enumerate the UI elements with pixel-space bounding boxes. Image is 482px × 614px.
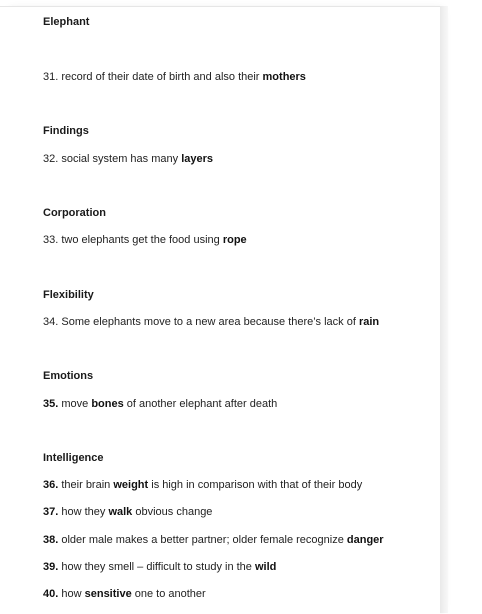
item-text: how they smell – difficult to study in the	[61, 561, 255, 573]
item-text: of another elephant after death	[123, 398, 278, 410]
item-number: 37.	[43, 506, 59, 518]
answer-37	[43, 505, 212, 519]
item-text: Some elephants move to a new area because there’s lack of	[61, 316, 359, 328]
item-number: 40.	[43, 588, 59, 600]
item-text: record of their date of birth and also their	[61, 71, 263, 83]
section-heading-corporation: Corporation	[43, 207, 106, 219]
item-number: 34.	[43, 316, 59, 328]
item-number: 33.	[43, 234, 59, 246]
answer-keyword: rope	[222, 234, 247, 246]
section-heading-elephant: Elephant	[43, 16, 90, 28]
item-text: two elephants get the food using	[61, 234, 223, 246]
item-number: 38.	[43, 534, 59, 546]
answer-keyword: layers	[181, 153, 213, 165]
answer-keyword: bones	[91, 398, 124, 410]
section-heading-findings: Findings	[43, 125, 89, 137]
item-text: their brain	[61, 479, 114, 491]
answer-keyword: walk	[108, 506, 133, 518]
answer-39	[43, 560, 276, 574]
section-heading-intelligence: Intelligence	[43, 452, 104, 464]
section-heading-flexibility: Flexibility	[43, 289, 94, 301]
answer-keyword: sensitive	[84, 588, 132, 600]
answer-40	[43, 587, 206, 601]
item-text: one to another	[131, 588, 206, 600]
item-text: older male makes a better partner; older female recognize	[61, 534, 347, 546]
answer-keyword: danger	[346, 534, 384, 546]
section-heading-emotions: Emotions	[43, 370, 94, 382]
item-text: is high in comparison with that of their body	[148, 479, 363, 491]
item-number: 31.	[43, 71, 59, 83]
answer-33	[43, 233, 247, 247]
answer-36	[43, 478, 362, 492]
item-text: social system has many	[61, 153, 182, 165]
page-edge-shadow	[440, 6, 448, 613]
answer-32	[43, 152, 213, 166]
item-number: 32.	[43, 153, 59, 165]
answer-31	[43, 70, 306, 84]
item-number: 35.	[43, 398, 59, 410]
answer-38	[43, 533, 384, 547]
answer-keyword: mothers	[262, 71, 306, 83]
item-number: 39.	[43, 561, 59, 573]
item-text: move	[61, 398, 92, 410]
answer-34	[43, 315, 379, 329]
item-number: 36.	[43, 479, 59, 491]
answer-keyword: rain	[358, 316, 380, 328]
answer-keyword: weight	[113, 479, 149, 491]
answer-35	[43, 397, 277, 411]
answer-keyword: wild	[254, 561, 277, 573]
document-page	[0, 6, 440, 614]
item-text: obvious change	[132, 506, 213, 518]
item-text: how	[61, 588, 85, 600]
item-text: how they	[61, 506, 109, 518]
